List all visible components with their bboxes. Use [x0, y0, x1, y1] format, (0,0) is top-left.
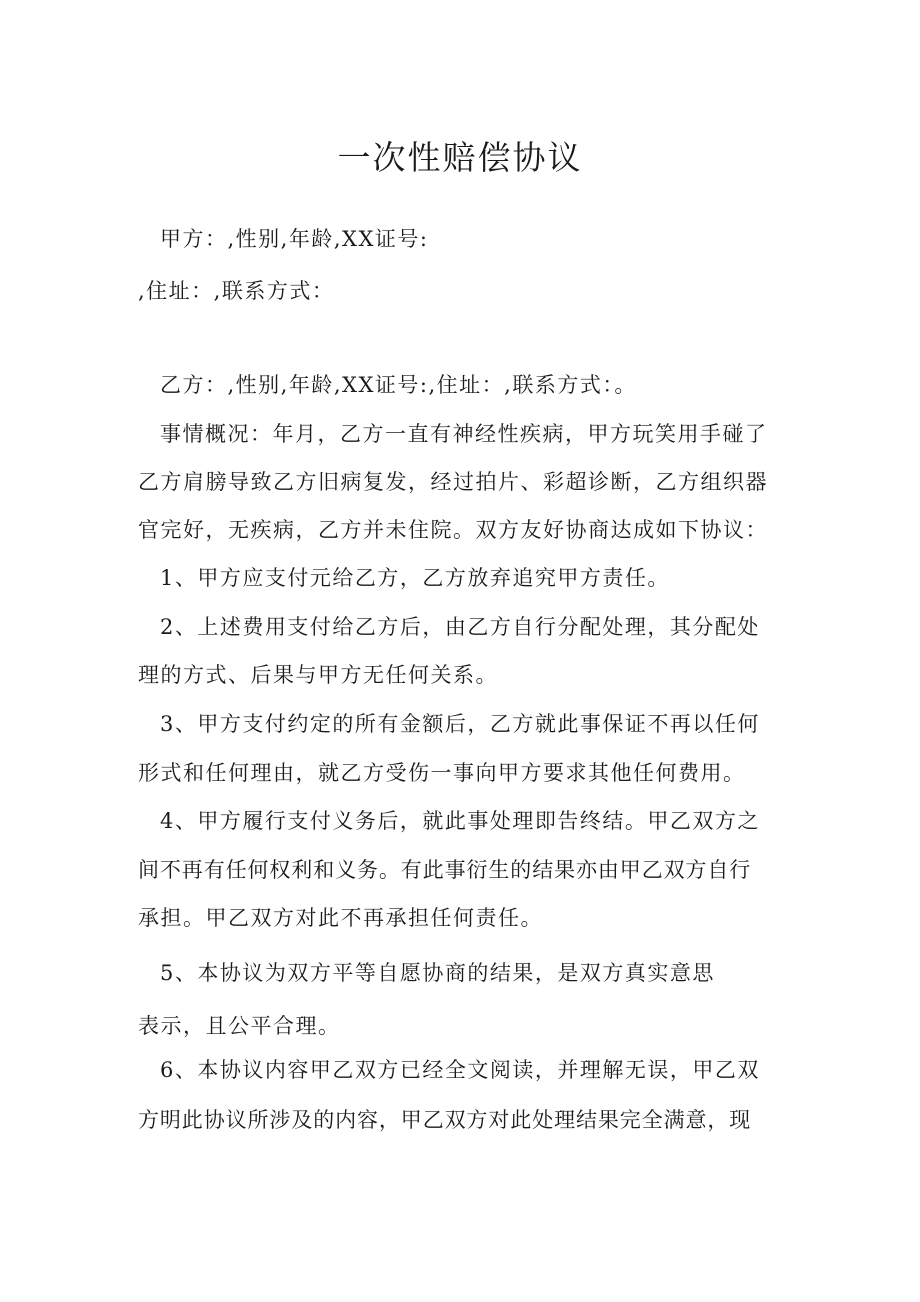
clause-5-cont: 表示，且公平合理。 [138, 1014, 341, 1038]
clause-6-cont: 方明此协议所涉及的内容，甲乙双方对此处理结果完全满意，现 [138, 1108, 752, 1132]
clause-5: 5、本协议为双方平等自愿协商的结果，是双方真实意思 [160, 961, 715, 985]
clause-2: 2、上述费用支付给乙方后，由乙方自行分配处理，其分配处 [160, 615, 760, 639]
document-title: 一次性赔偿协议 [337, 138, 583, 177]
clause-1: 1、甲方应支付元给乙方，乙方放弃追究甲方责任。 [160, 566, 670, 590]
body-line: 官完好，无疾病，乙方并未住院。双方友好协商达成如下协议： [138, 518, 768, 542]
party-b-info: 乙方：,性别,年龄,XX证号:,住址：,联系方式：。 [160, 373, 637, 397]
clause-4-cont: 间不再有任何权利和义务。有此事衍生的结果亦由甲乙双方自行 [138, 858, 752, 882]
body-line: 事情概况：年月，乙方一直有神经性疾病，甲方玩笑用手碰了 [160, 422, 768, 446]
party-a-address: ,住址：,联系方式： [138, 279, 335, 303]
clause-4-cont: 承担。甲乙双方对此不再承担任何责任。 [138, 906, 543, 930]
clause-6: 6、本协议内容甲乙双方已经全文阅读，并理解无误，甲乙双 [160, 1058, 760, 1082]
clause-2-cont: 理的方式、后果与甲方无任何关系。 [138, 663, 498, 687]
clause-3-cont: 形式和任何理由，就乙方受伤一事向甲方要求其他任何费用。 [138, 761, 746, 785]
clause-4: 4、甲方履行支付义务后，就此事处理即告终结。甲乙双方之 [160, 809, 760, 833]
party-a-info: 甲方：,性别,年龄,XX证号: [160, 227, 429, 251]
body-line: 乙方肩膀导致乙方旧病复发，经过拍片、彩超诊断，乙方组织器 [138, 470, 768, 494]
clause-3: 3、甲方支付约定的所有金额后，乙方就此事保证不再以任何 [160, 712, 760, 736]
